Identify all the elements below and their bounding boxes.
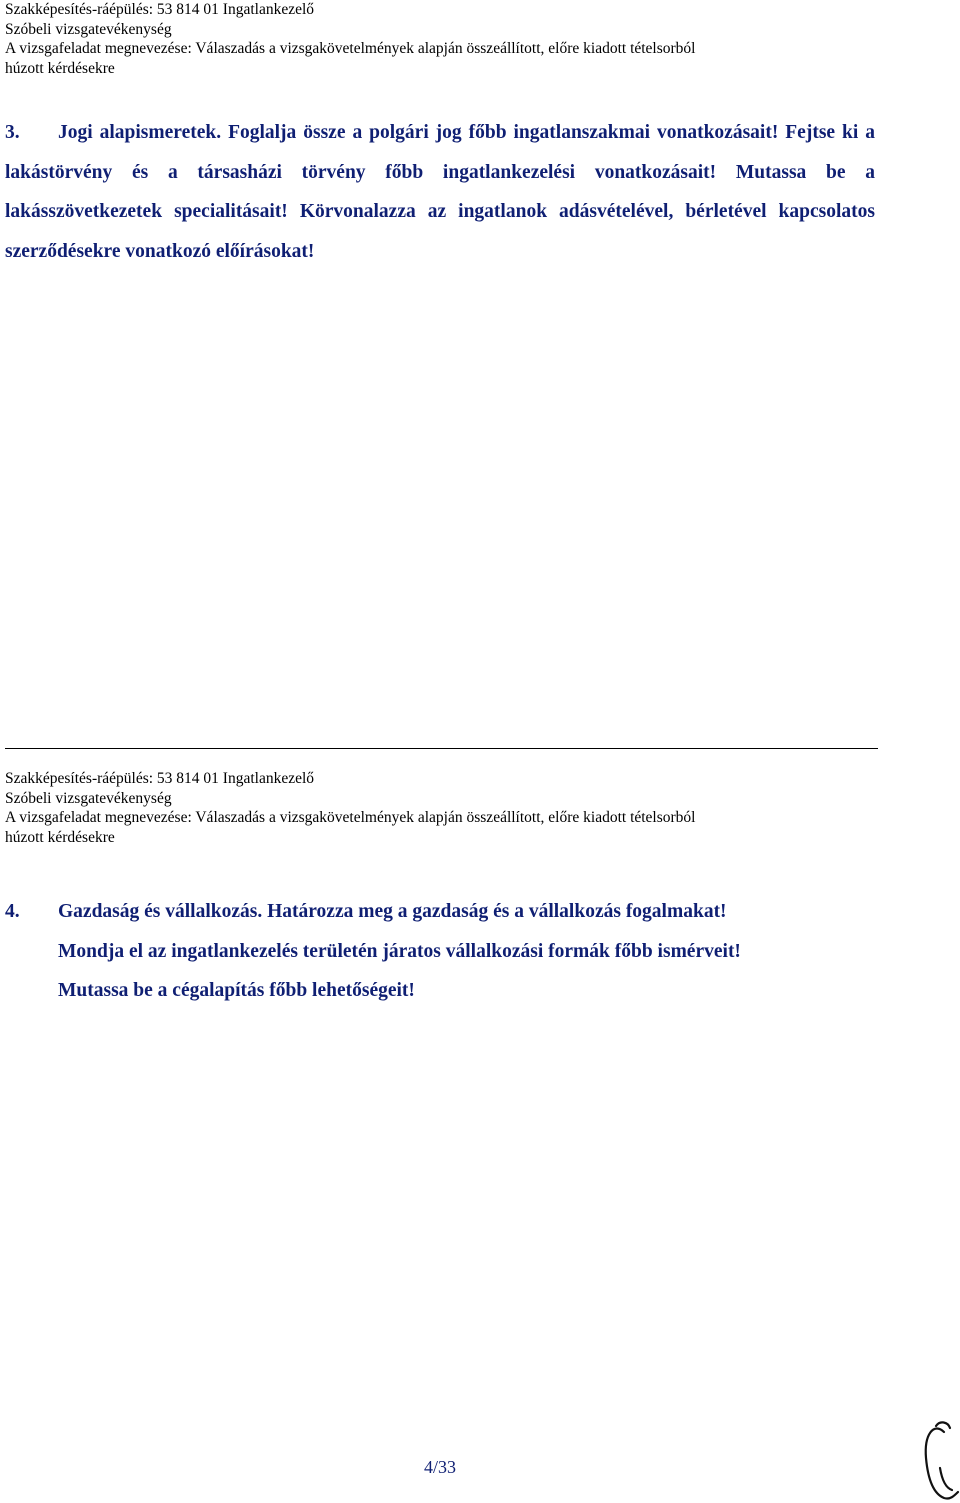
question-3 bbox=[5, 113, 875, 271]
header-task-name-continued: húzott kérdésekre bbox=[5, 59, 115, 77]
page-header-repeat bbox=[5, 769, 905, 847]
question-4-line-1: 4. Gazdaság és vállalkozás. Határozza meg a gazdaság és a vállalkozás fogalmakat! bbox=[5, 892, 875, 932]
header-task-name-continued: húzott kérdésekre bbox=[5, 828, 115, 846]
question-4-line-3: Mutassa be a cégalapítás főbb lehetőségeit! bbox=[58, 980, 415, 1001]
header-qualification: Szakképesítés-ráépülés: 53 814 01 Ingatlankezelő bbox=[5, 770, 315, 787]
signature-mark bbox=[922, 1418, 960, 1503]
question-3-text: Jogi alapismeretek. Foglalja össze a polgári jog főbb ingatlanszakmai vonatkozásait! Fejtse ki a lakástörvény és a társasházi törvény főbb ingatlankezelési vonatkozásait! Mutassa be a lakásszövetkezetek specialitásait! Körvonalazza az ingatlanok adásvételével, bérletével kapcsolatos szerződésekre vonatkozó előírásokat! bbox=[5, 122, 875, 262]
header-task-name: A vizsgafeladat megnevezése: Válaszadás a vizsgakövetelmények alapján összeállított, előre kiadott tételsorból bbox=[5, 40, 696, 57]
header-task-name: A vizsgafeladat megnevezése: Válaszadás a vizsgakövetelmények alapján összeállított, előre kiadott tételsorból bbox=[5, 809, 696, 826]
header-qualification: Szakképesítés-ráépülés: 53 814 01 Ingatlankezelő bbox=[5, 1, 315, 18]
header-exam-activity: Szóbeli vizsgatevékenység bbox=[5, 20, 172, 38]
section-divider bbox=[5, 748, 878, 749]
question-4-line-2: Mondja el az ingatlankezelés területén járatos vállalkozási formák főbb ismérveit! bbox=[58, 940, 741, 962]
header-exam-activity: Szóbeli vizsgatevékenység bbox=[5, 789, 172, 807]
page-header-top bbox=[5, 0, 905, 78]
page-number: 4/33 bbox=[423, 1457, 456, 1477]
question-4-number: 4. bbox=[5, 901, 20, 922]
question-3-number: 3. bbox=[5, 122, 20, 143]
question-4 bbox=[5, 892, 875, 1011]
